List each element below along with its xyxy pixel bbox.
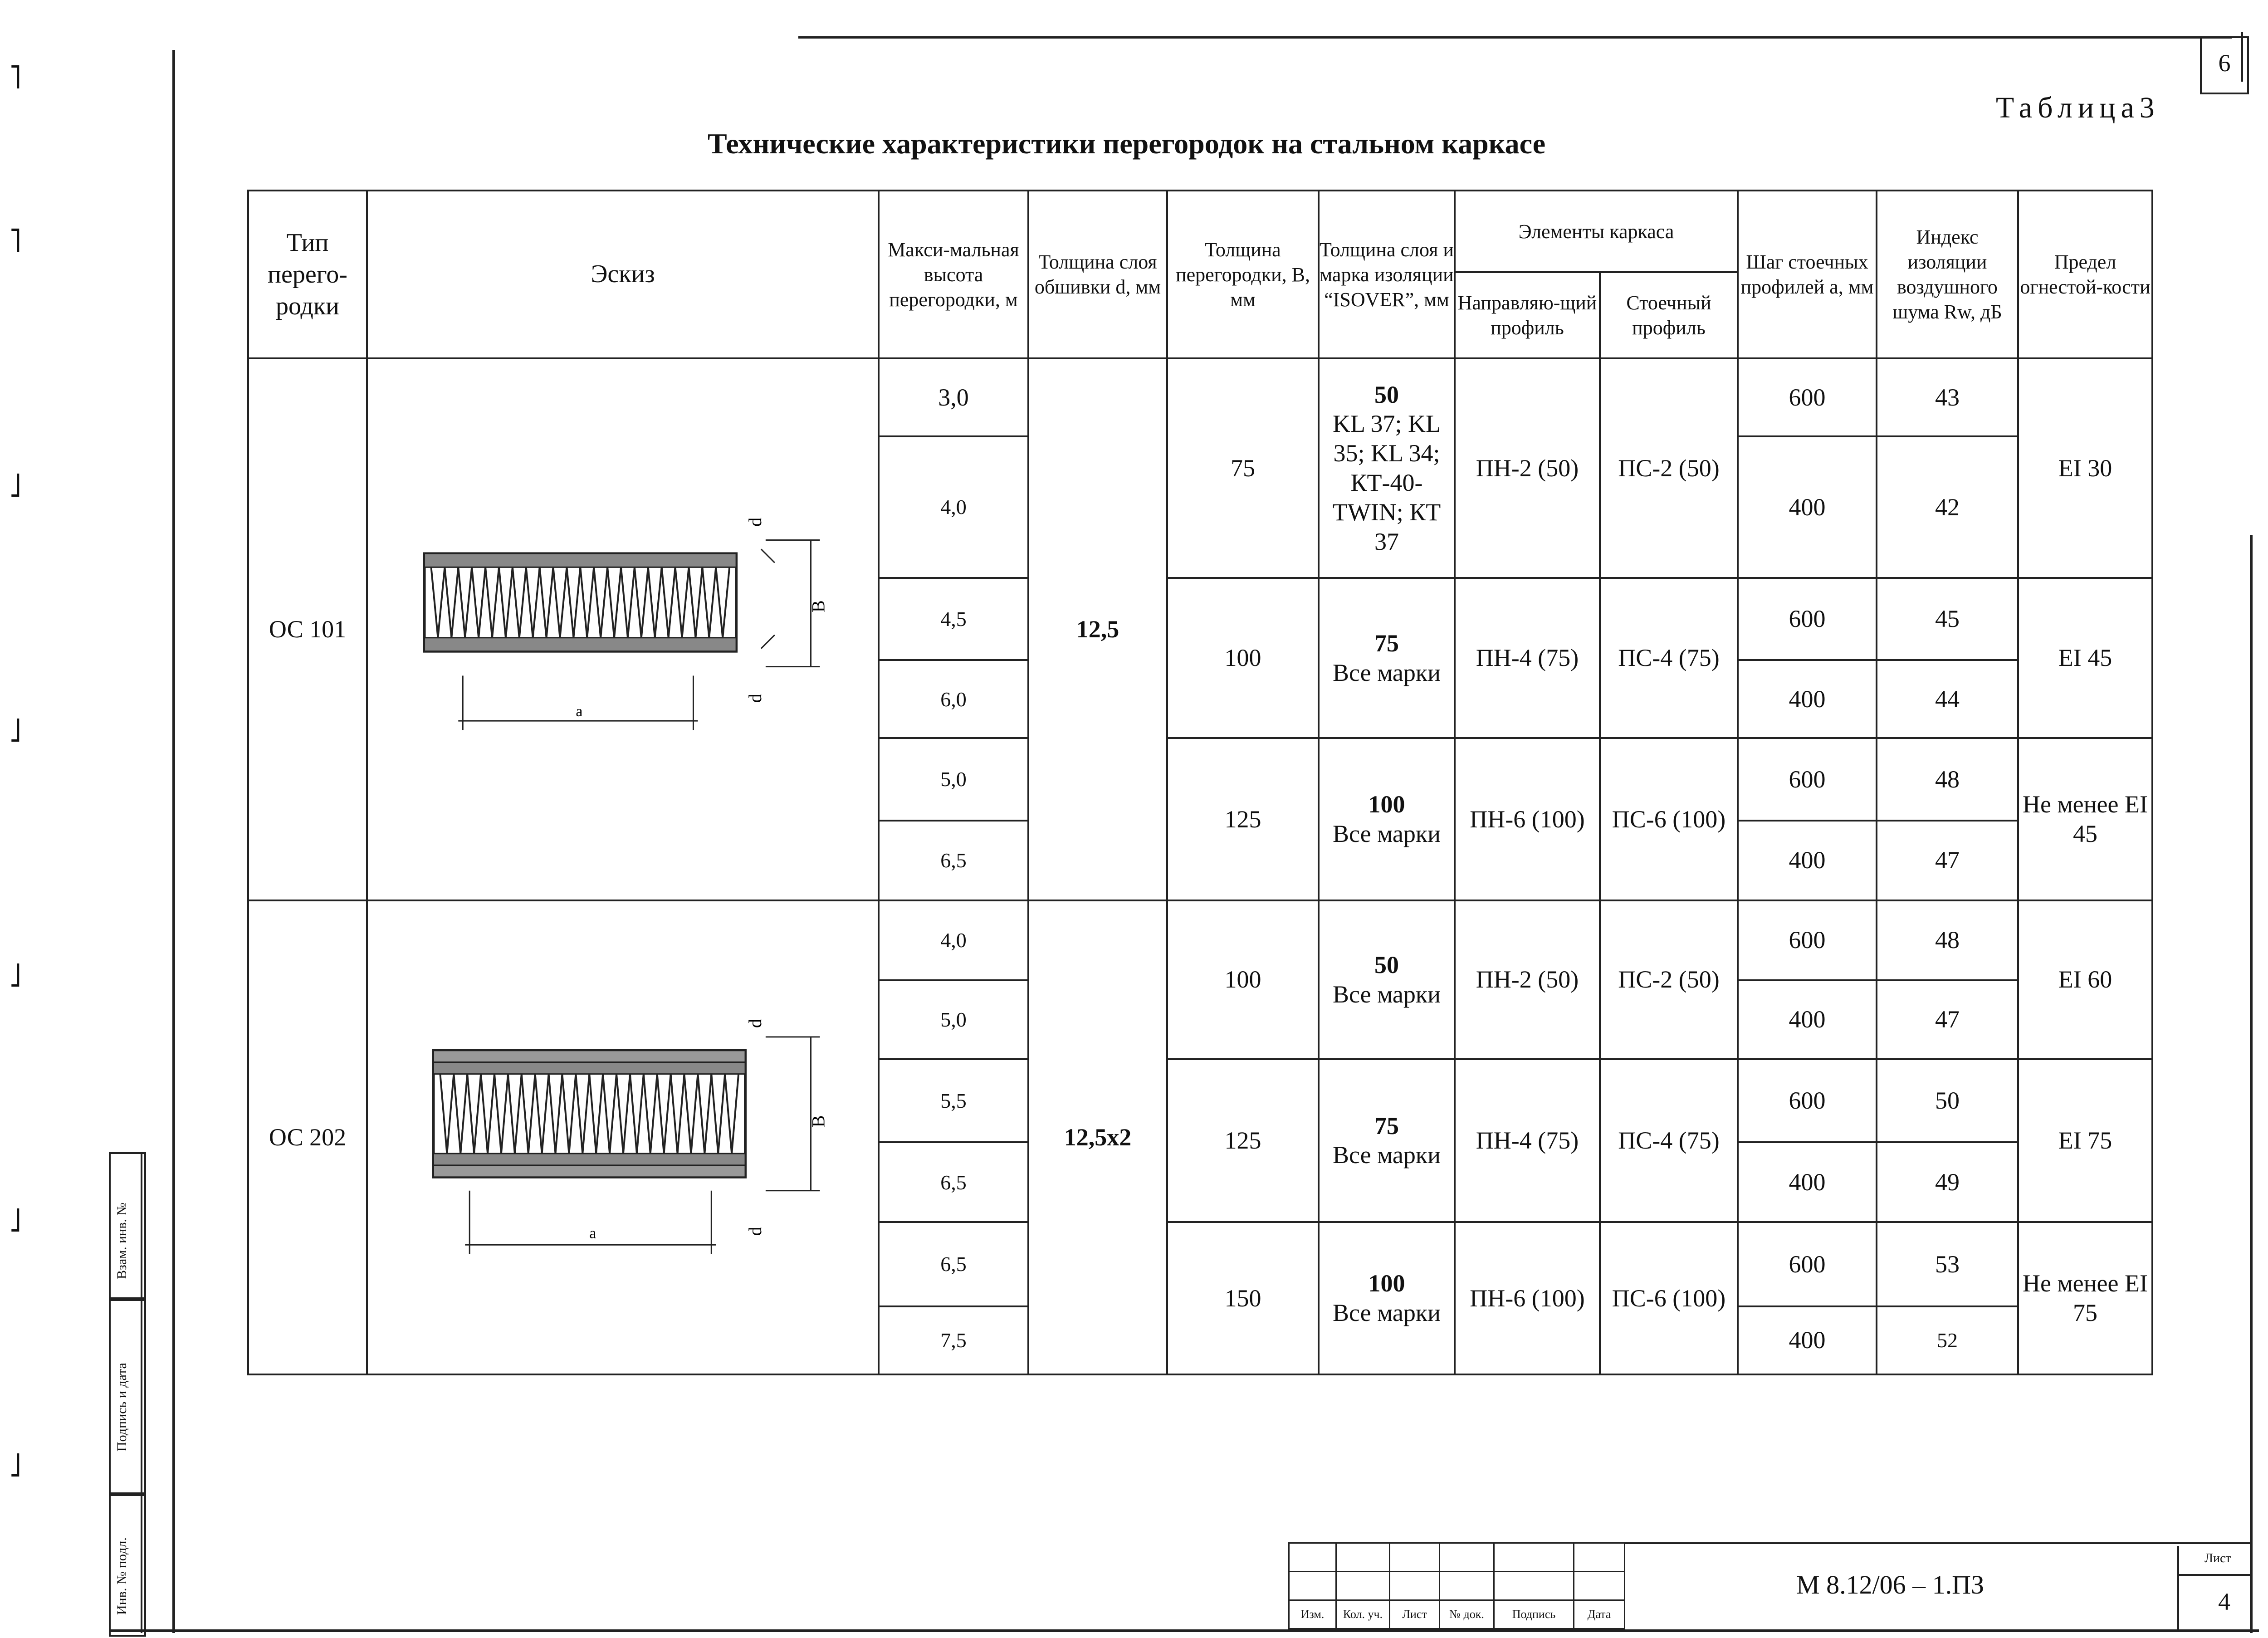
cell-stud: ПС-4 (75)	[1600, 1059, 1738, 1222]
table-label: Таблица3	[1996, 91, 2160, 124]
cell-stud: ПС-6 (100)	[1600, 738, 1738, 900]
cell-height: 4,5	[879, 578, 1028, 660]
binding-mark: ˥	[9, 59, 22, 96]
cell-guide: ПН-2 (50)	[1455, 900, 1600, 1059]
insulation-bold: 100	[1368, 1270, 1405, 1297]
cell-step: 600	[1738, 1059, 1877, 1143]
cell-skin-os101: 12,5	[1028, 358, 1167, 900]
sketch-b-label: В	[808, 600, 829, 613]
cell-guide: ПН-2 (50)	[1455, 358, 1600, 578]
insulation-text: Все марки	[1332, 659, 1441, 686]
cell-fire: EI 45	[2018, 578, 2152, 738]
page-title: Технические характеристики перегородок на стальном каркасе	[708, 127, 1546, 160]
cell-height: 5,0	[879, 980, 1028, 1059]
title-block-top-line	[1624, 1542, 2250, 1544]
frame-right-line	[2250, 535, 2253, 1633]
cell-insulation	[1319, 578, 1455, 738]
insulation-bold: 50	[1374, 951, 1399, 978]
insulation-text: Все марки	[1332, 1141, 1441, 1169]
insulation-text: Все марки	[1332, 1299, 1441, 1326]
sketch-d-label: d	[744, 1227, 765, 1236]
sketch-b-label: В	[808, 1115, 829, 1127]
cell-guide: ПН-6 (100)	[1455, 738, 1600, 900]
header-sketch: Эскиз	[367, 191, 879, 358]
header-type: Тип перего-родки	[248, 191, 367, 358]
cell-rw: 48	[1877, 738, 2018, 820]
side-label-inv: Инв. № подл.	[114, 1537, 129, 1615]
cell-thickness: 100	[1167, 900, 1319, 1059]
cell-thickness: 125	[1167, 738, 1319, 900]
header-fire: Предел огнестой-кости	[2018, 191, 2152, 358]
cell-rw: 47	[1877, 980, 2018, 1059]
sketch-d-label: d	[744, 694, 765, 703]
cell-insulation	[1319, 1059, 1455, 1222]
cell-rw: 49	[1877, 1142, 2018, 1222]
binding-mark: ˩	[9, 1447, 22, 1484]
cell-height: 6,0	[879, 660, 1028, 738]
cell-stud: ПС-2 (50)	[1600, 358, 1738, 578]
sheet-number-divider	[2177, 1574, 2250, 1576]
binding-mark: ˩	[9, 713, 22, 749]
cell-fire: EI 60	[2018, 900, 2152, 1059]
cell-thickness: 100	[1167, 578, 1319, 738]
header-insulation: Толщина слоя и марка изоляции “ISOVER”, мм	[1319, 191, 1455, 358]
sheet-label: Лист	[2204, 1551, 2231, 1565]
side-column-line	[141, 1152, 176, 1633]
cell-step: 600	[1738, 358, 1877, 436]
cell-height: 4,0	[879, 436, 1028, 578]
binding-mark: ˥	[9, 223, 22, 259]
header-sound: Индекс изоляции воздушного шума Rw, дБ	[1877, 191, 2018, 358]
binding-mark: ˩	[9, 1203, 22, 1239]
cell-step: 600	[1738, 1222, 1877, 1306]
cell-fire: EI 30	[2018, 358, 2152, 578]
title-block-table	[1288, 1542, 1625, 1629]
stamp-kol: Кол. уч.	[1336, 1600, 1390, 1629]
cell-insulation	[1319, 738, 1455, 900]
cell-rw: 48	[1877, 900, 2018, 980]
cell-step: 600	[1738, 578, 1877, 660]
sketch-os101-drawing	[368, 359, 878, 893]
cell-step: 600	[1738, 900, 1877, 980]
cell-height: 5,5	[879, 1059, 1028, 1143]
insulation-bold: 50	[1374, 381, 1399, 408]
sketch-os202	[367, 900, 879, 1374]
type-os101: ОС 101	[248, 358, 367, 900]
cell-step: 400	[1738, 660, 1877, 738]
header-frame: Элементы каркаса	[1455, 191, 1738, 272]
cell-guide: ПН-4 (75)	[1455, 578, 1600, 738]
cell-thickness: 75	[1167, 358, 1319, 578]
cell-step: 400	[1738, 821, 1877, 900]
insulation-text: Все марки	[1332, 980, 1441, 1008]
cell-rw: 43	[1877, 358, 2018, 436]
cell-height: 6,5	[879, 1142, 1028, 1222]
cell-stud: ПС-6 (100)	[1600, 1222, 1738, 1374]
insulation-bold: 75	[1374, 629, 1399, 657]
cell-height: 7,5	[879, 1306, 1028, 1374]
cell-fire: EI 75	[2018, 1059, 2152, 1222]
cell-rw: 42	[1877, 436, 2018, 578]
cell-stud: ПС-2 (50)	[1600, 900, 1738, 1059]
partition-table	[247, 190, 2153, 1375]
cell-skin-os202: 12,5х2	[1028, 900, 1167, 1374]
header-thickness: Толщина перегородки, В, мм	[1167, 191, 1319, 358]
cell-thickness: 150	[1167, 1222, 1319, 1374]
cell-height: 5,0	[879, 738, 1028, 820]
stamp-list: Лист	[1390, 1600, 1440, 1629]
cell-thickness: 125	[1167, 1059, 1319, 1222]
frame-bottom-line	[109, 1629, 2259, 1632]
cell-fire: Не менее EI 75	[2018, 1222, 2152, 1374]
frame-top-line	[798, 36, 2232, 39]
stamp-podpis: Подпись	[1494, 1600, 1574, 1629]
stamp-ndok: № док.	[1440, 1600, 1494, 1629]
cell-height: 3,0	[879, 358, 1028, 436]
cell-step: 400	[1738, 1306, 1877, 1374]
cell-rw: 47	[1877, 821, 2018, 900]
corner-sheet-box	[2200, 36, 2249, 94]
side-label-vzam: Взам. инв. №	[114, 1202, 129, 1279]
insulation-text: Все марки	[1332, 820, 1441, 847]
header-skin: Толщина слоя обшивки d, мм	[1028, 191, 1167, 358]
sketch-a-label: а	[576, 703, 583, 720]
insulation-text: KL 37; KL 35; KL 34; КТ-40-TWIN; КТ 37	[1332, 410, 1441, 555]
cell-guide: ПН-6 (100)	[1455, 1222, 1600, 1374]
sketch-os101	[367, 358, 879, 900]
insulation-bold: 75	[1374, 1112, 1399, 1139]
cell-step: 600	[1738, 738, 1877, 820]
document-code: М 8.12/06 – 1.ПЗ	[1796, 1570, 1984, 1599]
cell-height: 6,5	[879, 821, 1028, 900]
header-stud: Стоечный профиль	[1600, 272, 1738, 358]
cell-guide: ПН-4 (75)	[1455, 1059, 1600, 1222]
sketch-os202-drawing	[368, 901, 878, 1367]
type-os202: ОС 202	[248, 900, 367, 1374]
cell-rw: 45	[1877, 578, 2018, 660]
cell-rw: 53	[1877, 1222, 2018, 1306]
cell-height: 6,5	[879, 1222, 1028, 1306]
cell-height: 4,0	[879, 900, 1028, 980]
insulation-bold: 100	[1368, 791, 1405, 818]
stamp-data: Дата	[1574, 1600, 1625, 1629]
cell-stud: ПС-4 (75)	[1600, 578, 1738, 738]
cell-insulation	[1319, 900, 1455, 1059]
header-max-height: Макси-мальная высота перегородки, м	[879, 191, 1028, 358]
cell-rw: 50	[1877, 1059, 2018, 1143]
cell-insulation	[1319, 1222, 1455, 1374]
header-step: Шаг стоечных профилей а, мм	[1738, 191, 1877, 358]
side-label-podpis: Подпись и дата	[114, 1363, 129, 1452]
cell-step: 400	[1738, 980, 1877, 1059]
binding-mark: ˩	[9, 468, 22, 504]
cell-rw: 44	[1877, 660, 2018, 738]
corner-sheet-number: 6	[2218, 49, 2231, 77]
sketch-a-label: а	[589, 1224, 596, 1242]
header-guide: Направляю-щий профиль	[1455, 272, 1600, 358]
sheet-number: 4	[2218, 1588, 2230, 1615]
cell-fire: Не менее EI 45	[2018, 738, 2152, 900]
sketch-d-label: d	[744, 1018, 765, 1028]
cell-step: 400	[1738, 1142, 1877, 1222]
cell-rw: 52	[1877, 1306, 2018, 1374]
cell-step: 400	[1738, 436, 1877, 578]
stamp-izm: Изм.	[1289, 1600, 1336, 1629]
binding-mark: ˩	[9, 958, 22, 994]
cell-insulation	[1319, 358, 1455, 578]
sketch-d-label: d	[744, 517, 765, 527]
